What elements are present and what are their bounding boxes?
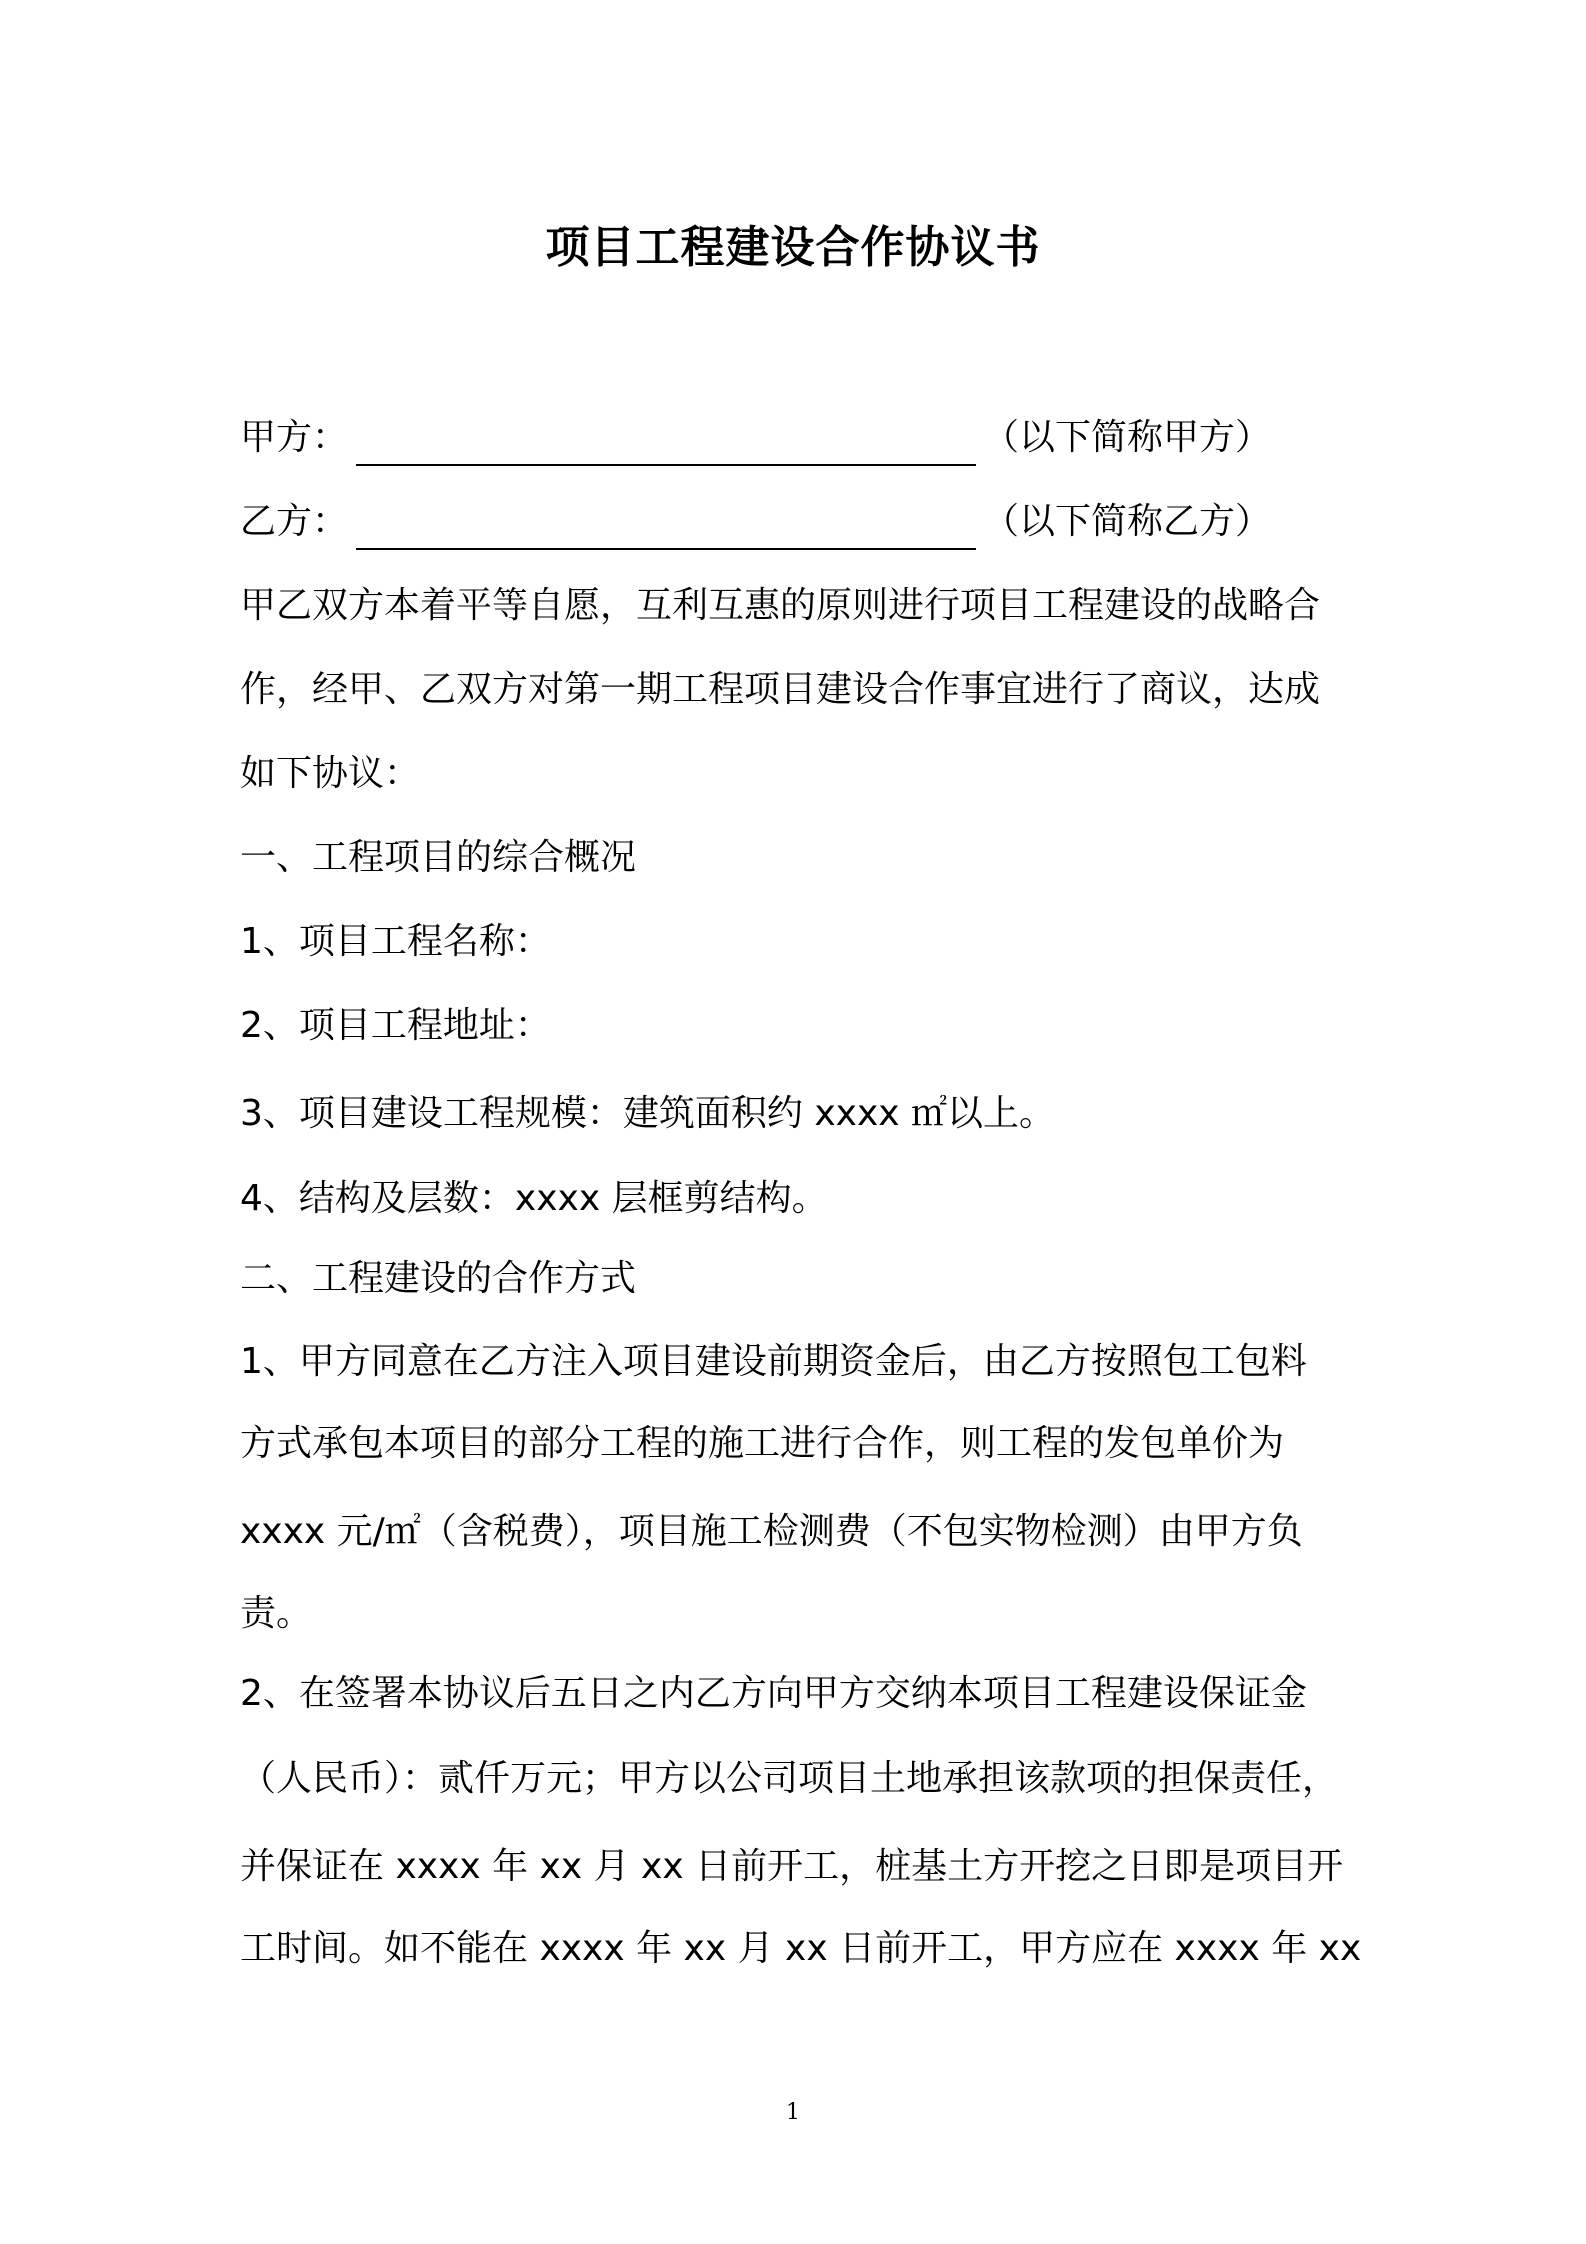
body-line: 责。 (240, 1593, 313, 1634)
document-title: 项目工程建设合作协议书 (545, 222, 1041, 273)
body-line: 3、项目建设工程规模：建筑面积约 xxxx ㎡以上。 (240, 1093, 1056, 1134)
party-b-note: （以下简称乙方） (983, 501, 1272, 542)
body-line: 甲乙双方本着平等自愿，互利互惠的原则进行项目工程建设的战略合 (240, 585, 1321, 626)
body-line: 如下协议： (240, 753, 421, 794)
body-line: xxxx 元/㎡（含税费），项目施工检测费（不包实物检测）由甲方负 (240, 1511, 1303, 1552)
party-b-label: 乙方： (240, 501, 349, 542)
body-line: 1、项目工程名称： (240, 921, 551, 962)
body-line: 1、甲方同意在乙方注入项目建设前期资金后，由乙方按照包工包料 (240, 1341, 1307, 1382)
party-a-label: 甲方： (240, 417, 349, 458)
body-line: 2、项目工程地址： (240, 1005, 551, 1046)
body-line: 4、结构及层数：xxxx 层框剪结构。 (240, 1178, 828, 1219)
party-b-blank-line (356, 548, 976, 550)
body-line: 并保证在 xxxx 年 xx 月 xx 日前开工，桩基土方开挖之日即是项目开 (240, 1846, 1344, 1887)
page-number: 1 (786, 2100, 800, 2125)
body-line: 作，经甲、乙双方对第一期工程项目建设合作事宜进行了商议，达成 (240, 669, 1321, 710)
section-heading: 一、工程项目的综合概况 (240, 837, 637, 878)
body-line: 方式承包本项目的部分工程的施工进行合作，则工程的发包单价为 (240, 1423, 1285, 1464)
party-a-blank-line (356, 464, 976, 466)
party-a-note: （以下简称甲方） (983, 417, 1272, 458)
section-heading: 二、工程建设的合作方式 (240, 1258, 637, 1299)
body-line: 工时间。如不能在 xxxx 年 xx 月 xx 日前开工，甲方应在 xxxx 年 xx (240, 1928, 1362, 1969)
body-line: 2、在签署本协议后五日之内乙方向甲方交纳本项目工程建设保证金 (240, 1673, 1307, 1714)
body-line: （人民币）：贰仟万元；甲方以公司项目土地承担该款项的担保责任， (240, 1758, 1339, 1799)
